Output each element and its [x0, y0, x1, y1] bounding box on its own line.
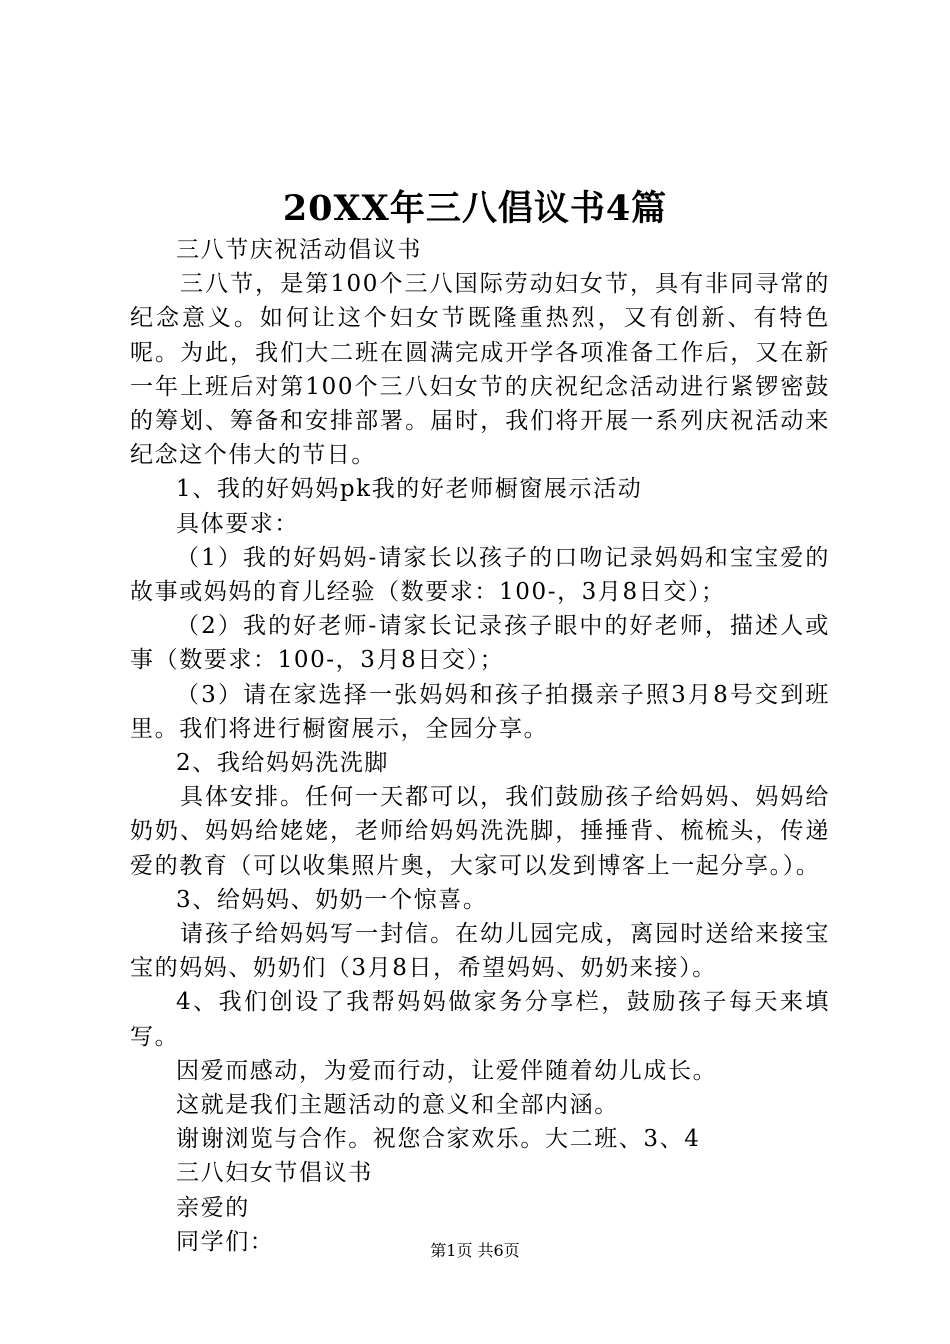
body-paragraph: 4、我们创设了我帮妈妈做家务分享栏，鼓励孩子每天来填写。: [130, 989, 830, 1050]
body-paragraph: （2）我的好老师-请家长记录孩子眼中的好老师，描述人或事（数要求：100-，3月8日交）；: [130, 613, 830, 674]
body-paragraph: 同学们：: [176, 1228, 275, 1255]
body-paragraph: 这就是我们主题活动的意义和全部内涵。: [176, 1092, 619, 1119]
body-paragraph: 具体要求：: [176, 510, 299, 537]
body-paragraph: 亲爱的: [176, 1194, 250, 1221]
body-paragraph: 三八节，是第100个三八国际劳动妇女节，具有非同寻常的纪念意义。如何让这个妇女节既隆重热烈，又有创新、有特色呢。为此，我们大二班在圆满完成开学各项准备工作后，又在新一年上班后对第100个三八妇女节的庆祝纪念活动进行紧锣密鼓的筹划、筹备和安排部署。届时，我们将开展一系列庆祝活动来纪念这个伟大的节日。: [130, 271, 830, 469]
body-paragraph: 谢谢浏览与合作。祝您合家欢乐。大二班、3、4: [176, 1126, 701, 1153]
body-paragraph: 3、给妈妈、奶奶一个惊喜。: [176, 886, 488, 913]
body-paragraph: 三八妇女节倡议书: [176, 1160, 373, 1187]
body-paragraph: （3）请在家选择一张妈妈和孩子拍摄亲子照3月8号交到班里。我们将进行橱窗展示，全园分享。: [130, 681, 830, 742]
body-paragraph: 1、我的好妈妈pk我的好老师橱窗展示活动: [176, 476, 643, 503]
body-paragraph: 2、我给妈妈洗洗脚: [176, 750, 390, 777]
body-paragraph: 请孩子给妈妈写一封信。在幼儿园完成，离园时送给来接宝宝的妈妈、奶奶们（3月8日，希望妈妈、奶奶来接）。: [130, 921, 830, 982]
body-paragraph: （1）我的好妈妈-请家长以孩子的口吻记录妈妈和宝宝爱的故事或妈妈的育儿经验（数要求：100-，3月8日交）；: [130, 544, 830, 606]
document-title: 20XX年三八倡议书4篇: [282, 188, 668, 229]
document-body: [130, 233, 830, 1259]
body-paragraph: 具体安排。任何一天都可以，我们鼓励孩子给妈妈、妈妈给奶奶、妈妈给姥姥，老师给妈妈洗洗脚，捶捶背、梳梳头，传递爱的教育（可以收集照片奥，大家可以发到博客上一起分享。）。: [130, 784, 830, 879]
body-paragraph: 三八节庆祝活动倡议书: [176, 237, 422, 263]
body-paragraph: 因爱而感动，为爱而行动，让爱伴随着幼儿成长。: [176, 1057, 718, 1084]
page-footer: 第1页 共6页: [430, 1241, 520, 1260]
